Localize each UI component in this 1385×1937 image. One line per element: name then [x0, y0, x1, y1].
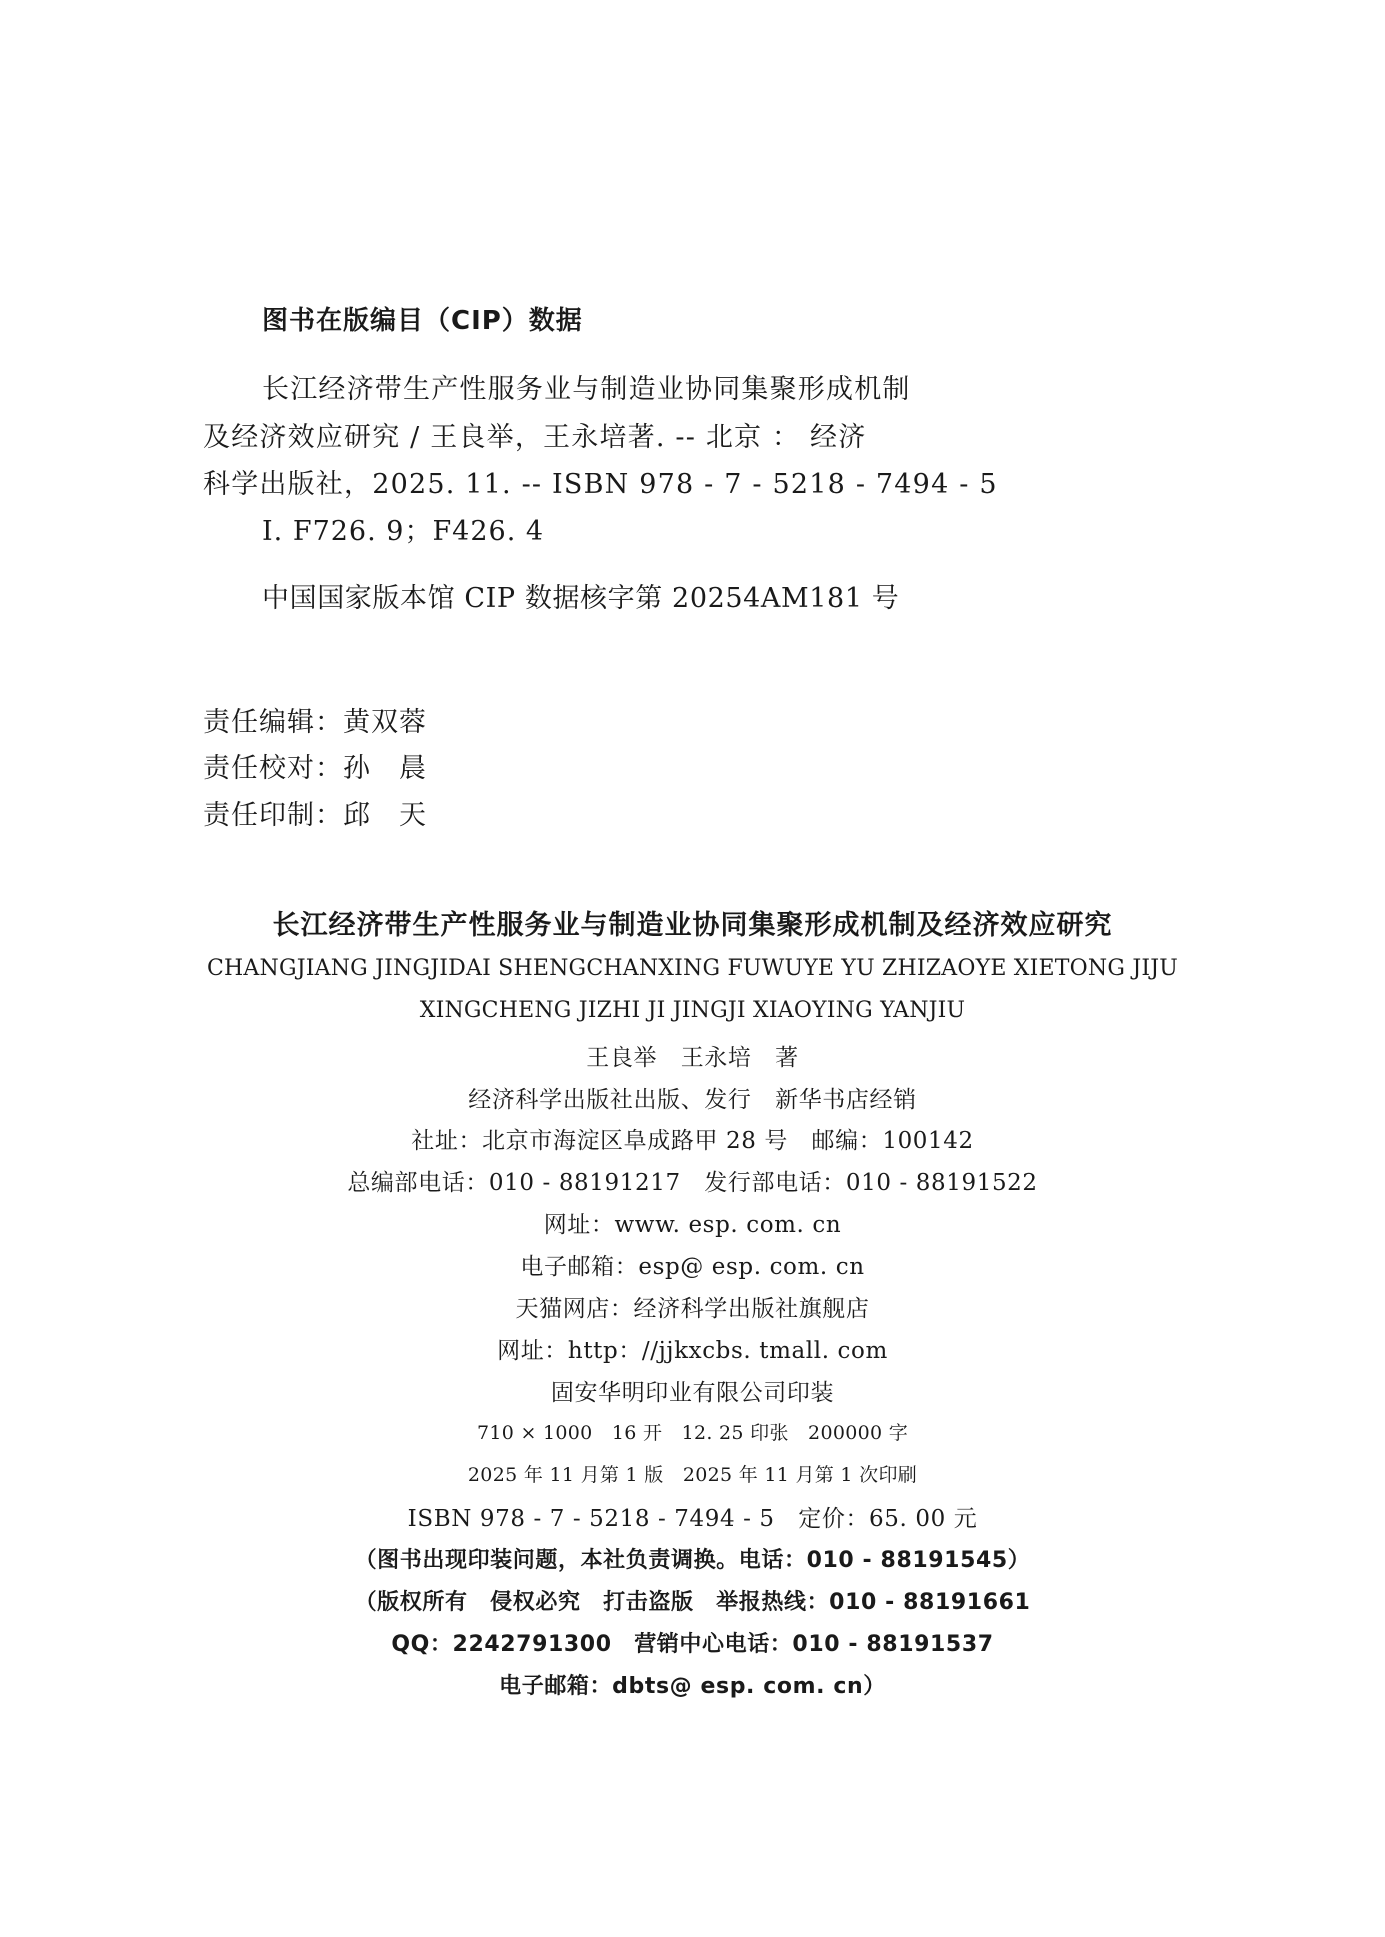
publisher-email: 电子邮箱：esp@ esp. com. cn: [520, 1254, 865, 1280]
contact-qq-marketing: QQ：2242791300 营销中心电话：010 - 88191537: [391, 1632, 994, 1657]
cip-description-line-1: 长江经济带生产性服务业与制造业协同集聚形成机制: [262, 374, 911, 405]
edition-info: 2025 年 11 月第 1 版 2025 年 11 月第 1 次印刷: [467, 1464, 918, 1486]
responsible-proofreader: 责任校对：孙 晨: [203, 753, 427, 784]
tmall-store: 天猫网店：经济科学出版社旗舰店: [515, 1296, 870, 1322]
isbn-price: ISBN 978 - 7 - 5218 - 7494 - 5 定价：65. 00 元: [407, 1506, 978, 1532]
responsible-printing: 责任印制：邱 天: [203, 800, 427, 831]
print-issue-notice: （图书出现印装问题，本社负责调换。电话：010 - 88191545）: [354, 1548, 1031, 1573]
contact-email: 电子邮箱：dbts@ esp. com. cn）: [499, 1674, 886, 1699]
book-title-pinyin-line-1: CHANGJIANG JINGJIDAI SHENGCHANXING FUWUYE YU ZHIZAOYE XIETONG JIJU: [206, 956, 1179, 981]
cip-description-line-2: 及经济效应研究 / 王良举，王永培著. -- 北京 ： 经济: [203, 422, 867, 453]
cip-check-number: 中国国家版本馆 CIP 数据核字第 20254AM181 号: [262, 583, 900, 614]
publisher-line: 经济科学出版社出版、发行 新华书店经销: [468, 1087, 917, 1113]
cip-heading: 图书在版编目（CIP）数据: [262, 306, 583, 336]
copyright-notice: （版权所有 侵权必究 打击盗版 举报热线：010 - 88191661: [354, 1590, 1031, 1615]
cip-classification: Ⅰ. F726. 9；F426. 4: [262, 516, 545, 547]
printer: 固安华明印业有限公司印装: [550, 1380, 835, 1406]
tmall-url: 网址：http：//jjkxcbs. tmall. com: [497, 1338, 888, 1364]
publisher-phones: 总编部电话：010 - 88191217 发行部电话：010 - 88191522: [347, 1170, 1038, 1196]
book-format: 710 × 1000 16 开 12. 25 印张 200000 字: [476, 1422, 909, 1444]
publisher-address: 社址：北京市海淀区阜成路甲 28 号 邮编：100142: [411, 1128, 974, 1154]
authors: 王良举 王永培 著: [586, 1045, 799, 1071]
book-title-pinyin-line-2: XINGCHENG JIZHI JI JINGJI XIAOYING YANJIU: [419, 998, 966, 1023]
publisher-website: 网址：www. esp. com. cn: [543, 1212, 842, 1238]
book-title: 长江经济带生产性服务业与制造业协同集聚形成机制及经济效应研究: [272, 910, 1113, 941]
cip-description-line-3: 科学出版社，2025. 11. -- ISBN 978 - 7 - 5218 - 7494 - 5: [203, 469, 998, 500]
responsible-editor: 责任编辑：黄双蓉: [203, 707, 427, 738]
